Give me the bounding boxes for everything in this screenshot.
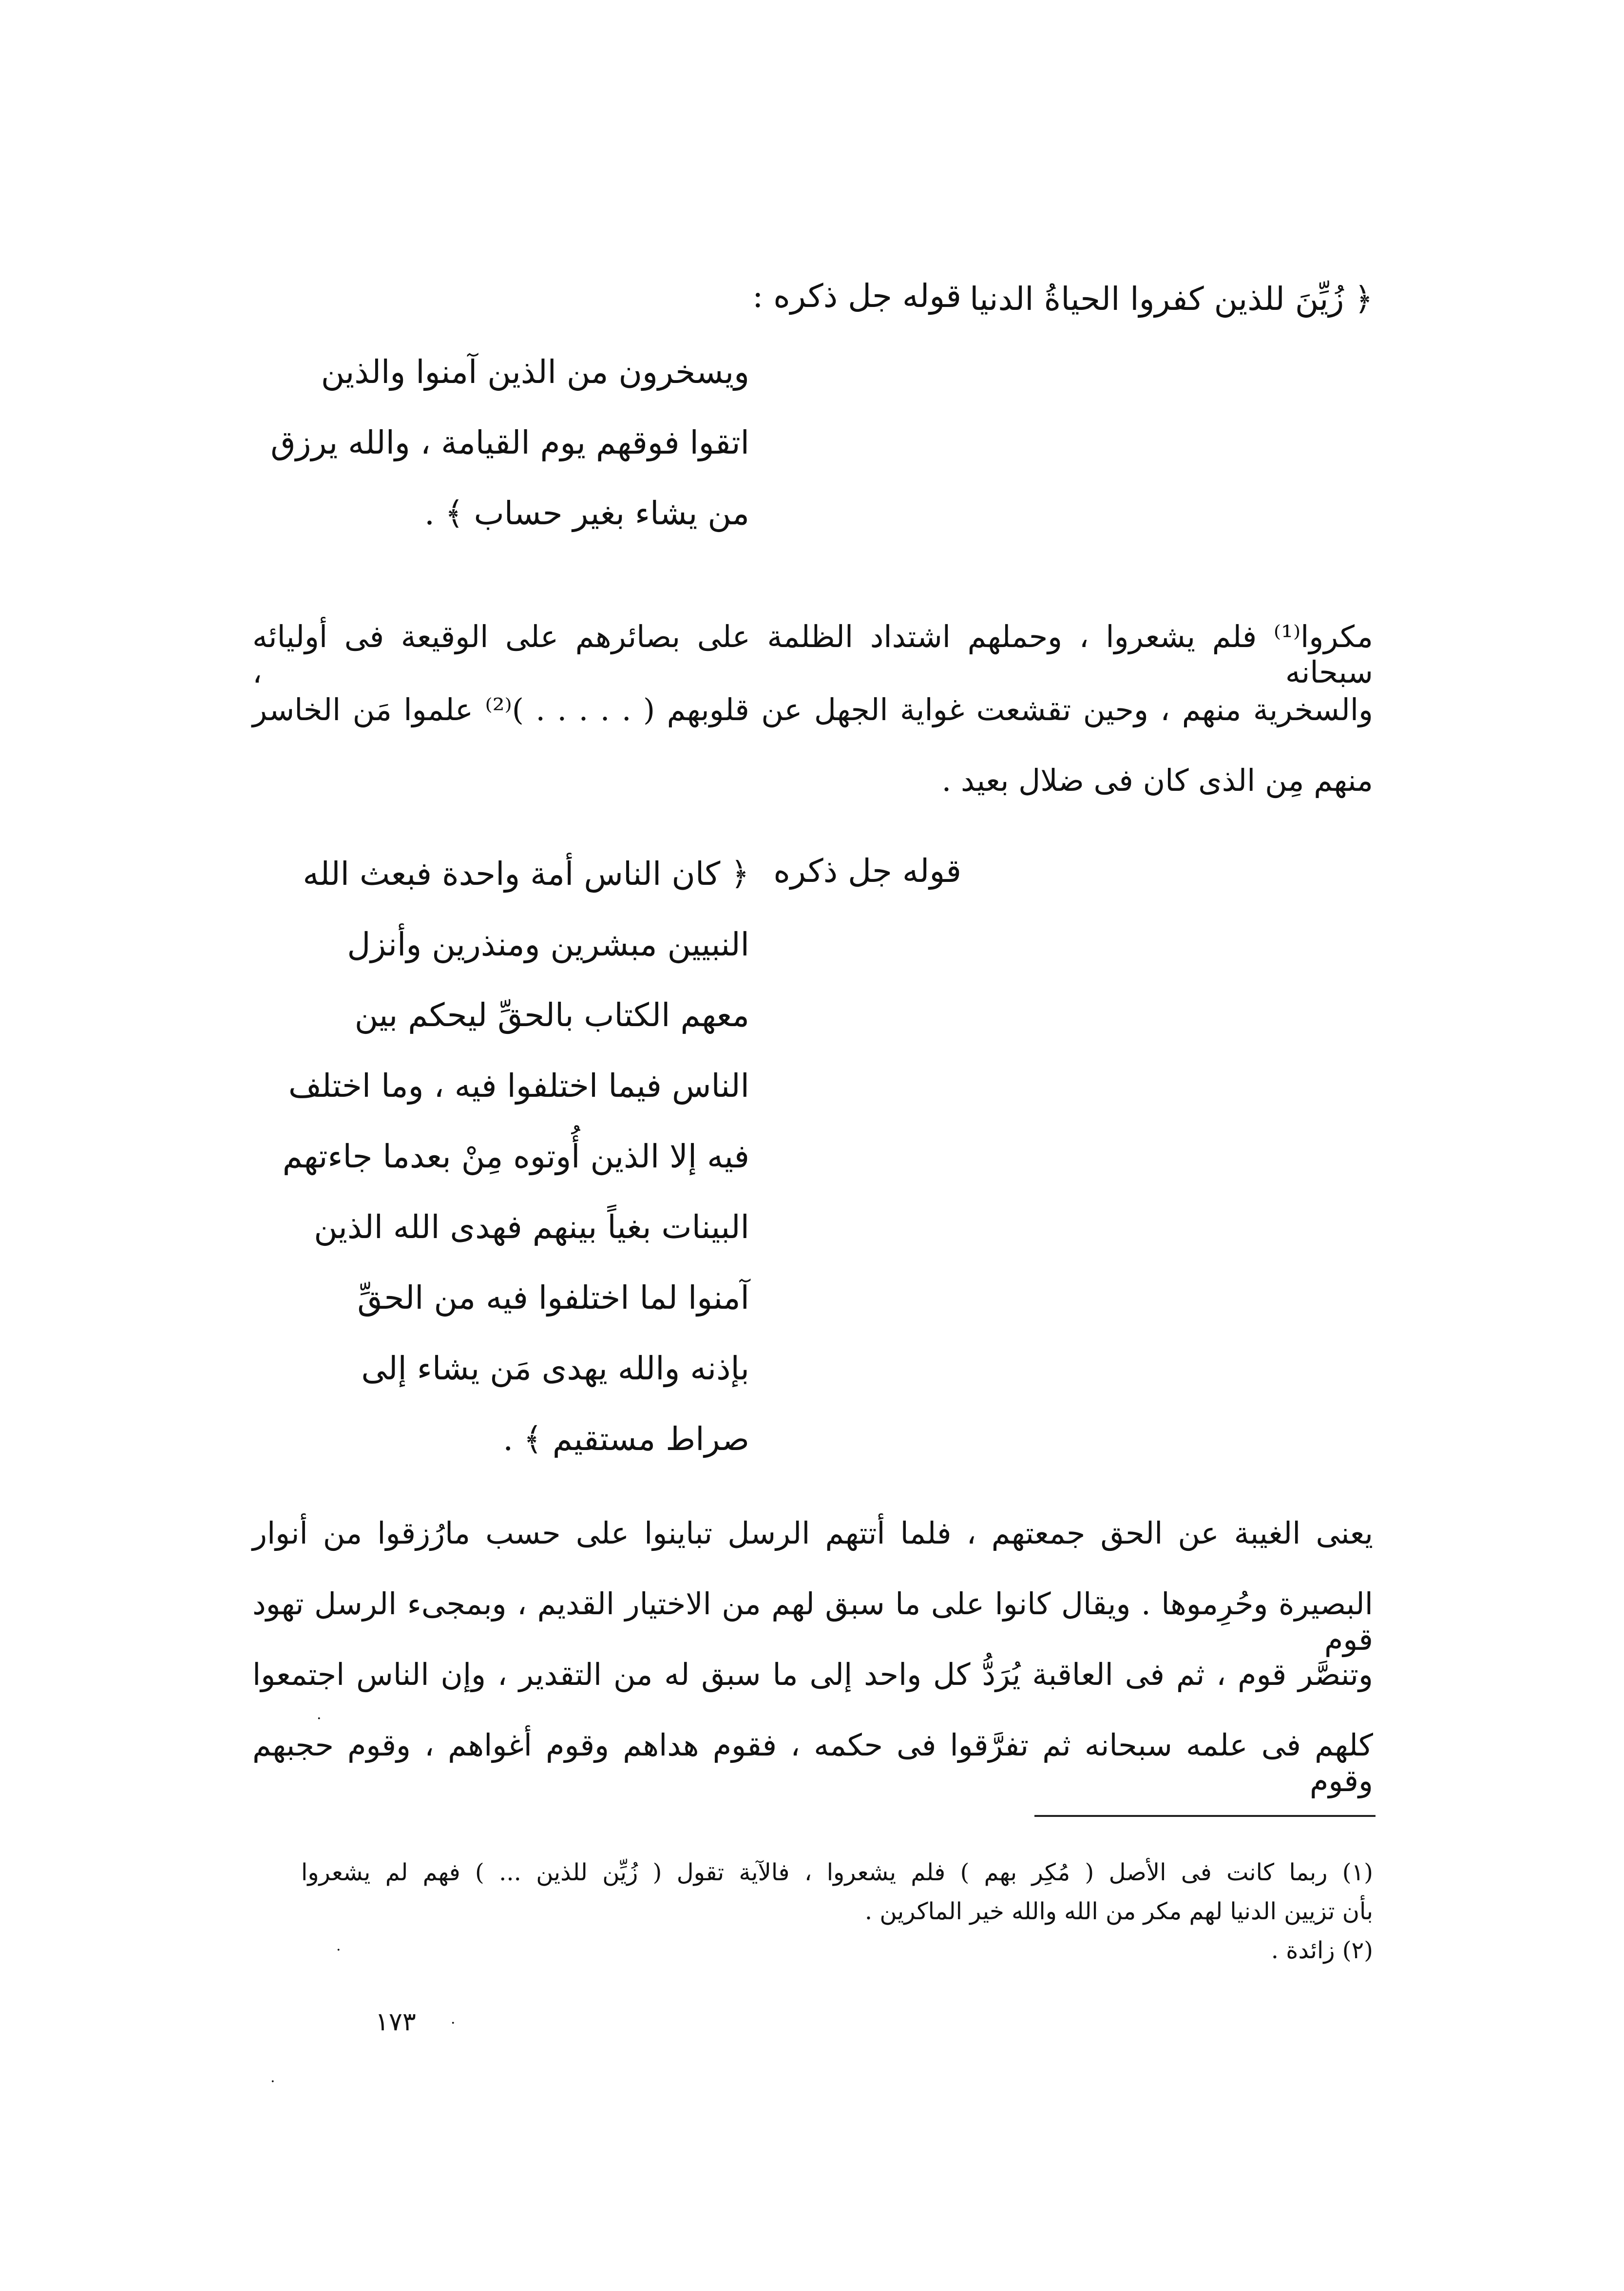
verse-2-line: صراط مستقيم ﴾ . [503, 1420, 749, 1458]
verse-1-line: ﴿ زُيِّنَ للذين كفروا الحياةُ الدنيا [970, 280, 1373, 318]
scan-speck: · [270, 2073, 275, 2090]
paragraph-line: منهم مِن الذى كان فى ضلال بعيد . [941, 763, 1373, 798]
footnote-line: بأن تزيين الدنيا لهم مكر من الله والله خير الماكرين . [864, 1898, 1373, 1925]
footnote-line: (٢) زائدة . [1271, 1937, 1373, 1964]
verse-2-line: معهم الكتاب بالحقِّ ليحكم بين [354, 996, 749, 1034]
paragraph-line: وتنصَّر قوم ، ثم فى العاقبة يُرَدُّ كل واحد إلى ما سبق له من التقدير ، وإن الناس اجتمعوا [252, 1657, 1373, 1692]
scan-speck: · [317, 1710, 322, 1727]
paragraph-line: كلهم فى علمه سبحانه ثم تفرَّقوا فى حكمه ، فقوم هداهم وقوم أغواهم ، وقوم حجبهم وقوم [252, 1727, 1373, 1798]
verse-2-line: بإذنه والله يهدى مَن يشاء إلى [361, 1350, 749, 1387]
footnote-line: (١) ربما كانت فى الأصل ( مُكِر بهم ) فلم يشعروا ، فالآية تقول ( زُيِّن للذين ... ) فهم لم يشعروا [301, 1859, 1373, 1886]
paragraph-line: مكروا⁽¹⁾ فلم يشعروا ، وحملهم اشتداد الظلمة على بصائرهم على الوقيعة فى أوليائه سبحانه ، [252, 619, 1373, 690]
verse-2-line: آمنوا لما اختلفوا فيه من الحقِّ [357, 1279, 749, 1317]
paragraph-line: يعنى الغيبة عن الحق جمعتهم ، فلما أتتهم الرسل تباينوا على حسب مارُزقوا من أنوار [252, 1515, 1373, 1551]
verse-1-line: من يشاء بغير حساب ﴾ . [424, 495, 749, 532]
page-number: ١٧٣ [375, 2007, 416, 2037]
verse-2-line: فيه إلا الذين أُوتوه مِنْ بعدما جاءتهم [282, 1138, 749, 1175]
verse-1-line: ويسخرون من الذين آمنوا والذين [321, 353, 749, 391]
verse-1-line: اتقوا فوقهم يوم القيامة ، والله يرزق [270, 424, 749, 461]
verse-2-line: ﴿ كان الناس أمة واحدة فبعث الله [303, 855, 749, 893]
verse-1-label: قوله جل ذكره : [752, 277, 961, 315]
footnote-divider [1034, 1815, 1376, 1817]
scan-speck: · [451, 2015, 456, 2032]
verse-2-line: النبيين مبشرين ومنذرين وأنزل [347, 926, 749, 963]
paragraph-line: البصيرة وحُرِموها . ويقال كانوا على ما سبق لهم من الاختيار القديم ، وبمجىء الرسل تهود قوم [252, 1586, 1373, 1657]
verse-2-line: البينات بغياً بينهم فهدى الله الذين [314, 1208, 749, 1246]
verse-2-label: قوله جل ذكره [773, 852, 961, 890]
paragraph-line: والسخرية منهم ، وحين تقشعت غواية الجهل عن قلوبهم ( . . . . . )⁽²⁾ علموا مَن الخاسر [252, 692, 1374, 727]
verse-2-line: الناس فيما اختلفوا فيه ، وما اختلف [288, 1067, 749, 1105]
scan-speck: · [336, 1942, 341, 1959]
